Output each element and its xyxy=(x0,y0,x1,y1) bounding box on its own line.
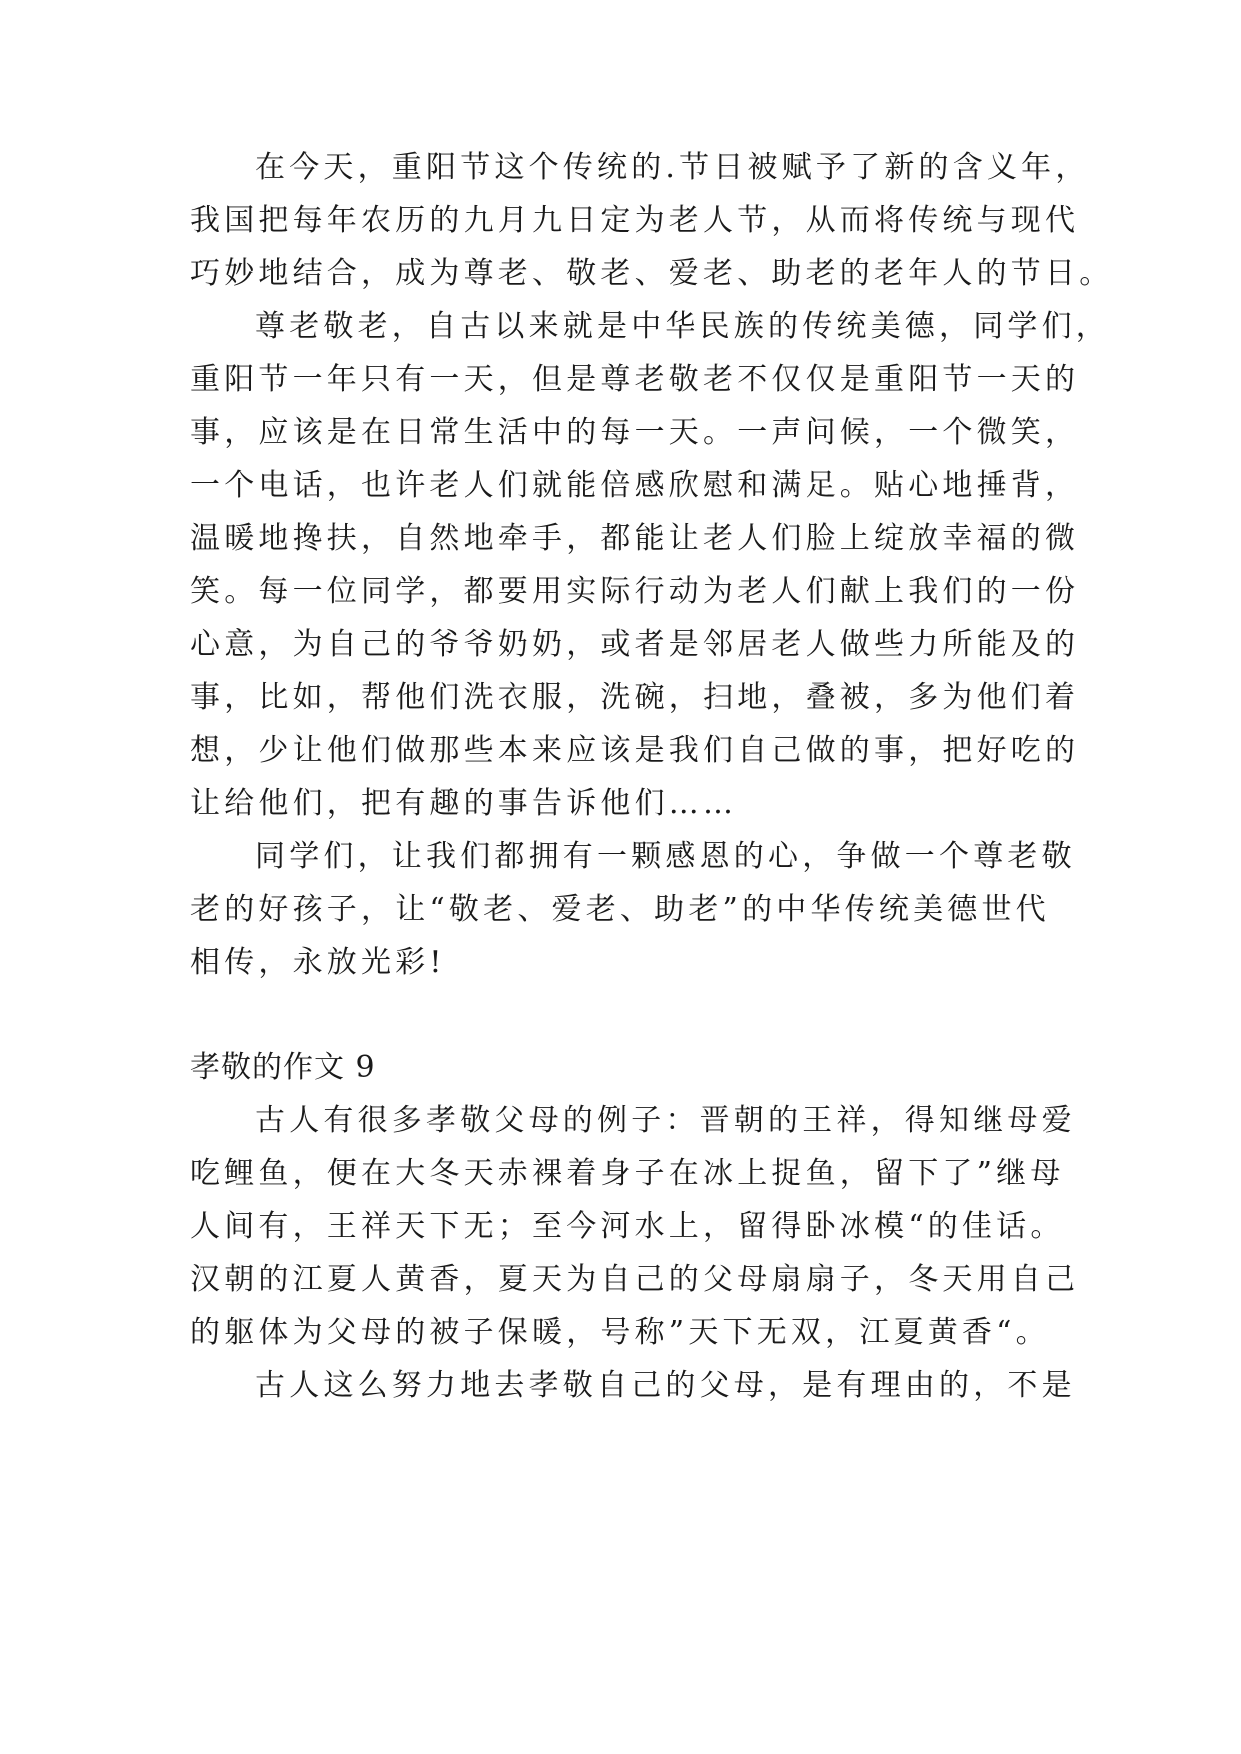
text-line: 的躯体为父母的被子保暖，号称”天下无双，江夏黄香“。 xyxy=(190,1315,1050,1350)
text-line: 巧妙地结合，成为尊老、敬老、爱老、助老的老年人的节日。 xyxy=(190,256,1114,291)
text-line: 汉朝的江夏人黄香，夏天为自己的父母扇扇子，冬天用自己 xyxy=(190,1262,1080,1297)
text-line: 事，比如，帮他们洗衣服，洗碗，扫地，叠被，多为他们着 xyxy=(190,680,1080,715)
text-line: 事，应该是在日常生活中的每一天。一声问候，一个微笑， xyxy=(190,415,1080,450)
text-line: 心意，为自己的爷爷奶奶，或者是邻居老人做些力所能及的 xyxy=(190,627,1080,662)
text-line: 古人有很多孝敬父母的例子：晋朝的王祥，得知继母爱 xyxy=(255,1103,1076,1138)
text-line: 温暖地搀扶，自然地牵手，都能让老人们脸上绽放幸福的微 xyxy=(190,521,1080,556)
text-line: 笑。每一位同学，都要用实际行动为老人们献上我们的一份 xyxy=(190,574,1080,609)
text-line: 吃鲤鱼，便在大冬天赤裸着身子在冰上捉鱼，留下了”继母 xyxy=(190,1156,1065,1191)
text-line: 人间有，王祥天下无；至今河水上，留得卧冰模“的佳话。 xyxy=(190,1209,1065,1244)
text-line: 尊老敬老，自古以来就是中华民族的传统美德，同学们， xyxy=(255,309,1110,344)
text-line: 重阳节一年只有一天，但是尊老敬老不仅仅是重阳节一天的 xyxy=(190,362,1080,397)
text-line: 让给他们，把有趣的事告诉他们…… xyxy=(190,786,738,821)
text-line: 同学们，让我们都拥有一颗感恩的心，争做一个尊老敬 xyxy=(255,839,1076,874)
text-line: 古人这么努力地去孝敬自己的父母，是有理由的，不是 xyxy=(255,1368,1076,1403)
text-line: 相传，永放光彩! xyxy=(190,945,446,980)
text-line: 我国把每年农历的九月九日定为老人节，从而将传统与现代 xyxy=(190,203,1080,238)
text-line: 想，少让他们做那些本来应该是我们自己做的事，把好吃的 xyxy=(190,733,1080,768)
text-line: 老的好孩子，让“敬老、爱老、助老”的中华传统美德世代 xyxy=(190,892,1050,927)
text-line: 一个电话，也许老人们就能倍感欣慰和满足。贴心地捶背， xyxy=(190,468,1080,503)
text-line: 在今天，重阳节这个传统的.节日被赋予了新的含义年， xyxy=(255,150,1090,185)
section-heading: 孝敬的作文 9 xyxy=(190,1050,376,1085)
